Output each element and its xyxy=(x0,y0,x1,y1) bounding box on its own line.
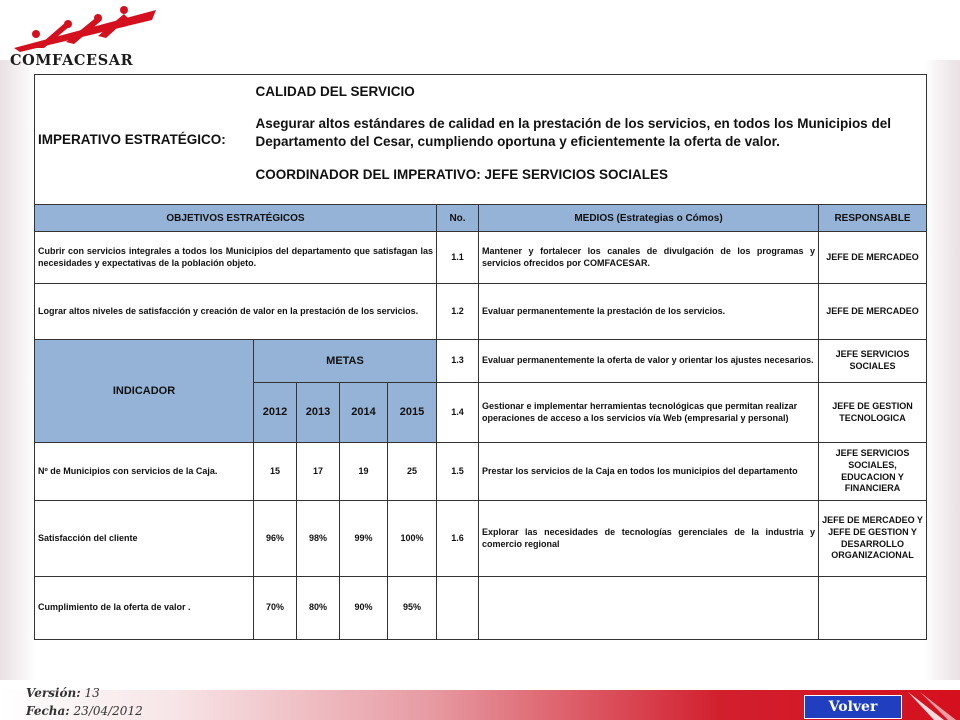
meta-cell: 100% xyxy=(388,501,437,577)
year-header: 2015 xyxy=(388,383,437,443)
responsable-cell: JEFE DE MERCADEO Y JEFE DE GESTION Y DESARROLLO ORGANIZACIONAL xyxy=(819,501,927,577)
fecha-value: 23/04/2012 xyxy=(69,704,143,718)
column-header-row xyxy=(35,205,927,232)
table-row xyxy=(35,501,927,577)
medio-cell: Evaluar permanentemente la oferta de valor y orientar los ajustes necesarios. xyxy=(479,340,819,383)
meta-cell: 98% xyxy=(297,501,340,577)
imperativo-row xyxy=(35,75,927,205)
strategic-table xyxy=(34,74,927,640)
version-info xyxy=(26,684,143,720)
table-row xyxy=(35,443,927,501)
empty-cell xyxy=(479,577,819,640)
responsable-cell: JEFE SERVICIOS SOCIALES xyxy=(819,340,927,383)
swoosh-icon xyxy=(904,690,960,720)
empty-cell xyxy=(437,577,479,640)
imperativo-content xyxy=(254,75,927,205)
objetivo-cell: Lograr altos niveles de satisfacción y creación de valor en la prestación de los servicios. xyxy=(35,284,437,340)
medio-cell: Evaluar permanentemente la prestación de los servicios. xyxy=(479,284,819,340)
version-line xyxy=(26,684,143,702)
responsable-cell: JEFE DE MERCADEO xyxy=(819,232,927,284)
header-objetivos: OBJETIVOS ESTRATÉGICOS xyxy=(35,205,437,232)
meta-cell: 25 xyxy=(388,443,437,501)
imperativo-coordinador: COORDINADOR DEL IMPERATIVO: JEFE SERVICIOS SOCIALES xyxy=(255,166,669,182)
no-cell: 1.3 xyxy=(437,340,479,383)
logo-text: COMFACESAR xyxy=(10,52,134,69)
year-header: 2013 xyxy=(297,383,340,443)
no-cell: 1.2 xyxy=(437,284,479,340)
medio-cell: Gestionar e implementar herramientas tecnológicas que permitan realizar operaciones de acceso a los servicios vía Web (empresarial y personal) xyxy=(479,383,819,443)
no-cell: 1.6 xyxy=(437,501,479,577)
no-cell: 1.5 xyxy=(437,443,479,501)
indicador-cell: Nº de Municipios con servicios de la Caja. xyxy=(35,443,254,501)
responsable-cell: JEFE DE GESTION TECNOLOGICA xyxy=(819,383,927,443)
table-row xyxy=(35,340,927,383)
indicador-cell: Cumplimiento de la oferta de valor . xyxy=(35,577,254,640)
imperativo-label: IMPERATIVO ESTRATÉGICO: xyxy=(35,75,254,205)
imperativo-text: Asegurar altos estándares de calidad en la prestación de los servicios, en todos los Municipios del Departamento del Cesar, cumpliendo oportuna y eficientemente la oferta de valor. xyxy=(255,115,891,150)
no-cell: 1.4 xyxy=(437,383,479,443)
medio-cell: Mantener y fortalecer los canales de divulgación de los programas y servicios ofrecidos por COMFACESAR. xyxy=(479,232,819,284)
medio-cell: Explorar las necesidades de tecnologías gerenciales de la industria y comercio regional xyxy=(479,501,819,577)
responsable-cell: JEFE DE MERCADEO xyxy=(819,284,927,340)
meta-cell: 95% xyxy=(388,577,437,640)
version-label: Versión: xyxy=(26,686,81,700)
no-cell: 1.1 xyxy=(437,232,479,284)
imperativo-title: CALIDAD DEL SERVICIO xyxy=(255,84,415,99)
empty-cell xyxy=(819,577,927,640)
meta-cell: 90% xyxy=(340,577,388,640)
objetivo-cell: Cubrir con servicios integrales a todos los Municipios del departamento que satisfagan las necesidades y expectativas de la población objeto. xyxy=(35,232,437,284)
year-header: 2012 xyxy=(254,383,297,443)
meta-cell: 96% xyxy=(254,501,297,577)
meta-cell: 17 xyxy=(297,443,340,501)
indicador-cell: Satisfacción del cliente xyxy=(35,501,254,577)
responsable-cell: JEFE SERVICIOS SOCIALES, EDUCACION Y FINANCIERA xyxy=(819,443,927,501)
volver-button[interactable]: Volver xyxy=(804,695,902,719)
version-value: 13 xyxy=(80,686,100,700)
table-row xyxy=(35,232,927,284)
header-responsable: RESPONSABLE xyxy=(819,205,927,232)
medio-cell: Prestar los servicios de la Caja en todos los municipios del departamento xyxy=(479,443,819,501)
table-row xyxy=(35,284,927,340)
meta-cell: 15 xyxy=(254,443,297,501)
background-decoration-right xyxy=(924,60,960,680)
fecha-line xyxy=(26,702,143,720)
header-medios: MEDIOS (Estrategias o Cómos) xyxy=(479,205,819,232)
fecha-label: Fecha: xyxy=(26,704,70,718)
meta-cell: 99% xyxy=(340,501,388,577)
header-no: No. xyxy=(437,205,479,232)
meta-cell: 70% xyxy=(254,577,297,640)
header-metas: METAS xyxy=(254,340,437,383)
background-decoration-left xyxy=(0,60,36,680)
meta-cell: 19 xyxy=(340,443,388,501)
meta-cell: 80% xyxy=(297,577,340,640)
year-header: 2014 xyxy=(340,383,388,443)
table-row xyxy=(35,577,927,640)
header-indicador: INDICADOR xyxy=(35,340,254,443)
